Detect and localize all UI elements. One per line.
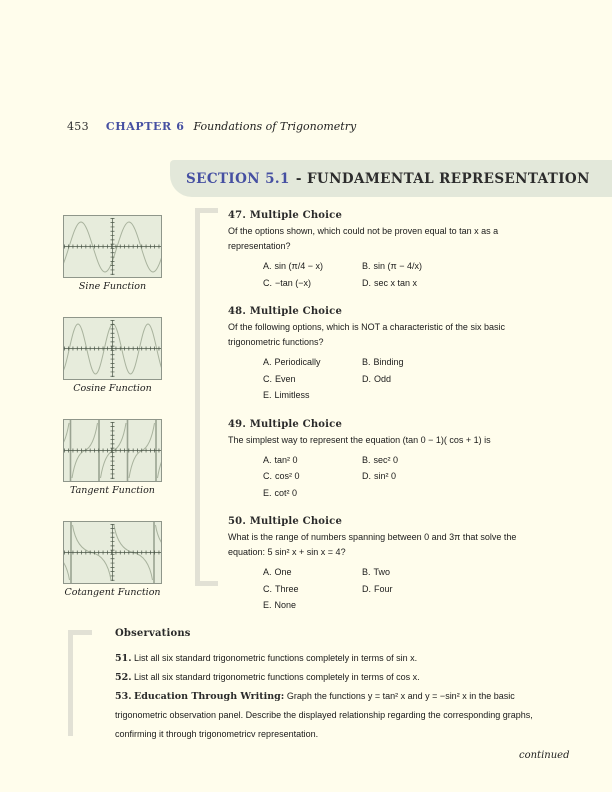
observation-text: List all six standard trigonometric functions completely in terms of sin x. xyxy=(134,653,418,663)
observations-bracket-rule xyxy=(68,630,92,736)
option-text: Periodically xyxy=(274,357,321,367)
question-prompt: The simplest way to represent the equation (tan 0 − 1)( cos + 1) is xyxy=(228,434,491,445)
cotangent-graph-svg xyxy=(64,522,161,583)
question-heading xyxy=(228,209,563,223)
question-prompt: What is the range of numbers spanning between 0 and 3π that solve the equation: 5 sin² x + sin x = 4? xyxy=(228,532,517,557)
options-grid xyxy=(263,452,563,502)
option-B xyxy=(362,258,563,275)
option-letter: A. xyxy=(263,454,272,465)
chapter-label: CHAPTER 6 xyxy=(105,120,185,133)
option-A xyxy=(263,564,362,581)
option-text: One xyxy=(274,567,292,577)
observation-bold-label: Education Through Writing: xyxy=(134,691,285,702)
observation-text: Graph the functions y = tan² x and y = −sin² x in the basic trigonometric observation panel. Describe the displayed relationship regarding the corresponding graphs, confirming it through trigonometricv representation. xyxy=(115,691,533,739)
option-letter: E. xyxy=(263,487,272,498)
section-header-bar xyxy=(170,160,612,197)
option-E xyxy=(263,387,362,404)
cosine-graph-canvas xyxy=(63,317,162,380)
question-number: 48. xyxy=(228,306,246,317)
question-type-label: Multiple Choice xyxy=(249,418,343,430)
tangent-graph-canvas xyxy=(63,419,162,482)
option-letter: D. xyxy=(362,583,371,594)
graph-caption: Sine Function xyxy=(78,281,147,292)
question-number: 47. xyxy=(228,210,246,221)
cosine-graph-svg xyxy=(64,318,161,379)
option-A xyxy=(263,258,362,275)
options-grid xyxy=(263,258,563,291)
option-A xyxy=(263,354,362,371)
option-A xyxy=(263,452,362,469)
option-text: sec x tan x xyxy=(374,277,418,288)
option-E xyxy=(263,597,362,614)
graph-caption: Cosine Function xyxy=(73,383,152,394)
option-letter: E. xyxy=(263,390,272,400)
question-type-label: Multiple Choice xyxy=(249,210,343,221)
option-letter: A. xyxy=(263,357,272,367)
option-letter: C. xyxy=(263,277,272,288)
graph-caption: Tangent Function xyxy=(70,485,155,496)
observations-section xyxy=(115,628,567,744)
option-letter: D. xyxy=(362,277,371,288)
option-letter: D. xyxy=(362,373,371,384)
option-text: Two xyxy=(373,567,391,577)
option-E xyxy=(263,485,362,502)
tangent-graph-svg xyxy=(64,420,161,481)
option-letter: C. xyxy=(263,583,272,594)
option-B xyxy=(362,354,563,371)
section-number-label: SECTION 5.1 xyxy=(186,170,290,187)
page-number: 453 xyxy=(67,120,89,133)
question-heading xyxy=(228,418,563,432)
graph-figure-tangent xyxy=(63,419,173,496)
question-prompt: Of the options shown, which could not be proven equal to tan x as a representation? xyxy=(228,226,499,251)
observations-list xyxy=(115,649,567,744)
question-48 xyxy=(228,305,563,404)
graph-figure-cotangent xyxy=(63,521,173,598)
option-B xyxy=(362,452,563,469)
option-C xyxy=(263,581,362,598)
question-type-label: Multiple Choice xyxy=(249,306,343,317)
observation-item xyxy=(115,649,567,668)
option-text: sin² 0 xyxy=(374,471,397,481)
option-text: Binding xyxy=(373,357,404,367)
options-grid xyxy=(263,564,563,614)
chapter-title: Foundations of Trigonometry xyxy=(193,120,357,133)
option-text: −tan (−x) xyxy=(275,277,312,288)
option-text: Limitless xyxy=(274,390,310,400)
option-letter: B. xyxy=(362,567,371,577)
cotangent-graph-canvas xyxy=(63,521,162,584)
option-D xyxy=(362,371,563,388)
option-D xyxy=(362,581,563,598)
option-C xyxy=(263,371,362,388)
option-letter: B. xyxy=(362,357,371,367)
continued-label: continued xyxy=(519,750,570,761)
graph-caption: Cotangent Function xyxy=(64,587,161,598)
sine-graph-svg xyxy=(64,216,161,277)
option-text: Four xyxy=(374,583,393,594)
option-D xyxy=(362,275,563,292)
option-letter: C. xyxy=(263,373,272,384)
option-text: Odd xyxy=(374,373,392,384)
option-C xyxy=(263,275,362,292)
observation-number: 51. xyxy=(115,653,132,664)
option-letter: A. xyxy=(263,567,272,577)
option-text: sin (π/4 − x) xyxy=(274,261,323,271)
question-heading xyxy=(228,515,563,529)
section-title: - FUNDAMENTAL REPRESENTATION xyxy=(295,170,590,187)
question-heading xyxy=(228,305,563,319)
option-text: sin (π − 4/x) xyxy=(373,261,422,271)
question-type-label: Multiple Choice xyxy=(249,516,343,527)
option-D xyxy=(362,468,563,485)
option-letter: E. xyxy=(263,600,272,610)
question-number: 50. xyxy=(228,516,246,527)
question-prompt: Of the following options, which is NOT a characteristic of the six basic trigonometric functions? xyxy=(228,322,505,347)
option-letter: C. xyxy=(263,471,272,481)
option-C xyxy=(263,468,362,485)
question-number: 49. xyxy=(228,418,246,430)
question-49 xyxy=(228,418,563,502)
options-grid xyxy=(263,354,563,404)
observation-number: 52. xyxy=(115,672,132,683)
option-text: sec² 0 xyxy=(373,454,399,465)
option-letter: D. xyxy=(362,471,371,481)
option-text: Even xyxy=(275,373,296,384)
option-text: None xyxy=(274,600,297,610)
option-text: Three xyxy=(275,583,299,594)
option-text: cot² 0 xyxy=(274,487,298,498)
graph-figure-sine xyxy=(63,215,173,292)
graph-figure-cosine xyxy=(63,317,173,394)
observation-text: List all six standard trigonometric functions completely in terms of cos x. xyxy=(134,672,420,682)
observation-number: 53. xyxy=(115,691,132,702)
observation-item xyxy=(115,687,567,744)
option-letter: B. xyxy=(362,261,371,271)
option-text: tan² 0 xyxy=(274,454,298,465)
option-B xyxy=(362,564,563,581)
sine-graph-canvas xyxy=(63,215,162,278)
questions-column xyxy=(228,209,563,628)
question-50 xyxy=(228,515,563,614)
question-47 xyxy=(228,209,563,291)
option-text: cos² 0 xyxy=(275,471,300,481)
questions-bracket-rule xyxy=(195,208,218,586)
trig-graphs-sidebar xyxy=(63,215,173,623)
observation-item xyxy=(115,668,567,687)
option-letter: B. xyxy=(362,454,371,465)
running-header xyxy=(67,120,356,133)
observations-heading: Observations xyxy=(115,628,191,639)
option-letter: A. xyxy=(263,261,272,271)
